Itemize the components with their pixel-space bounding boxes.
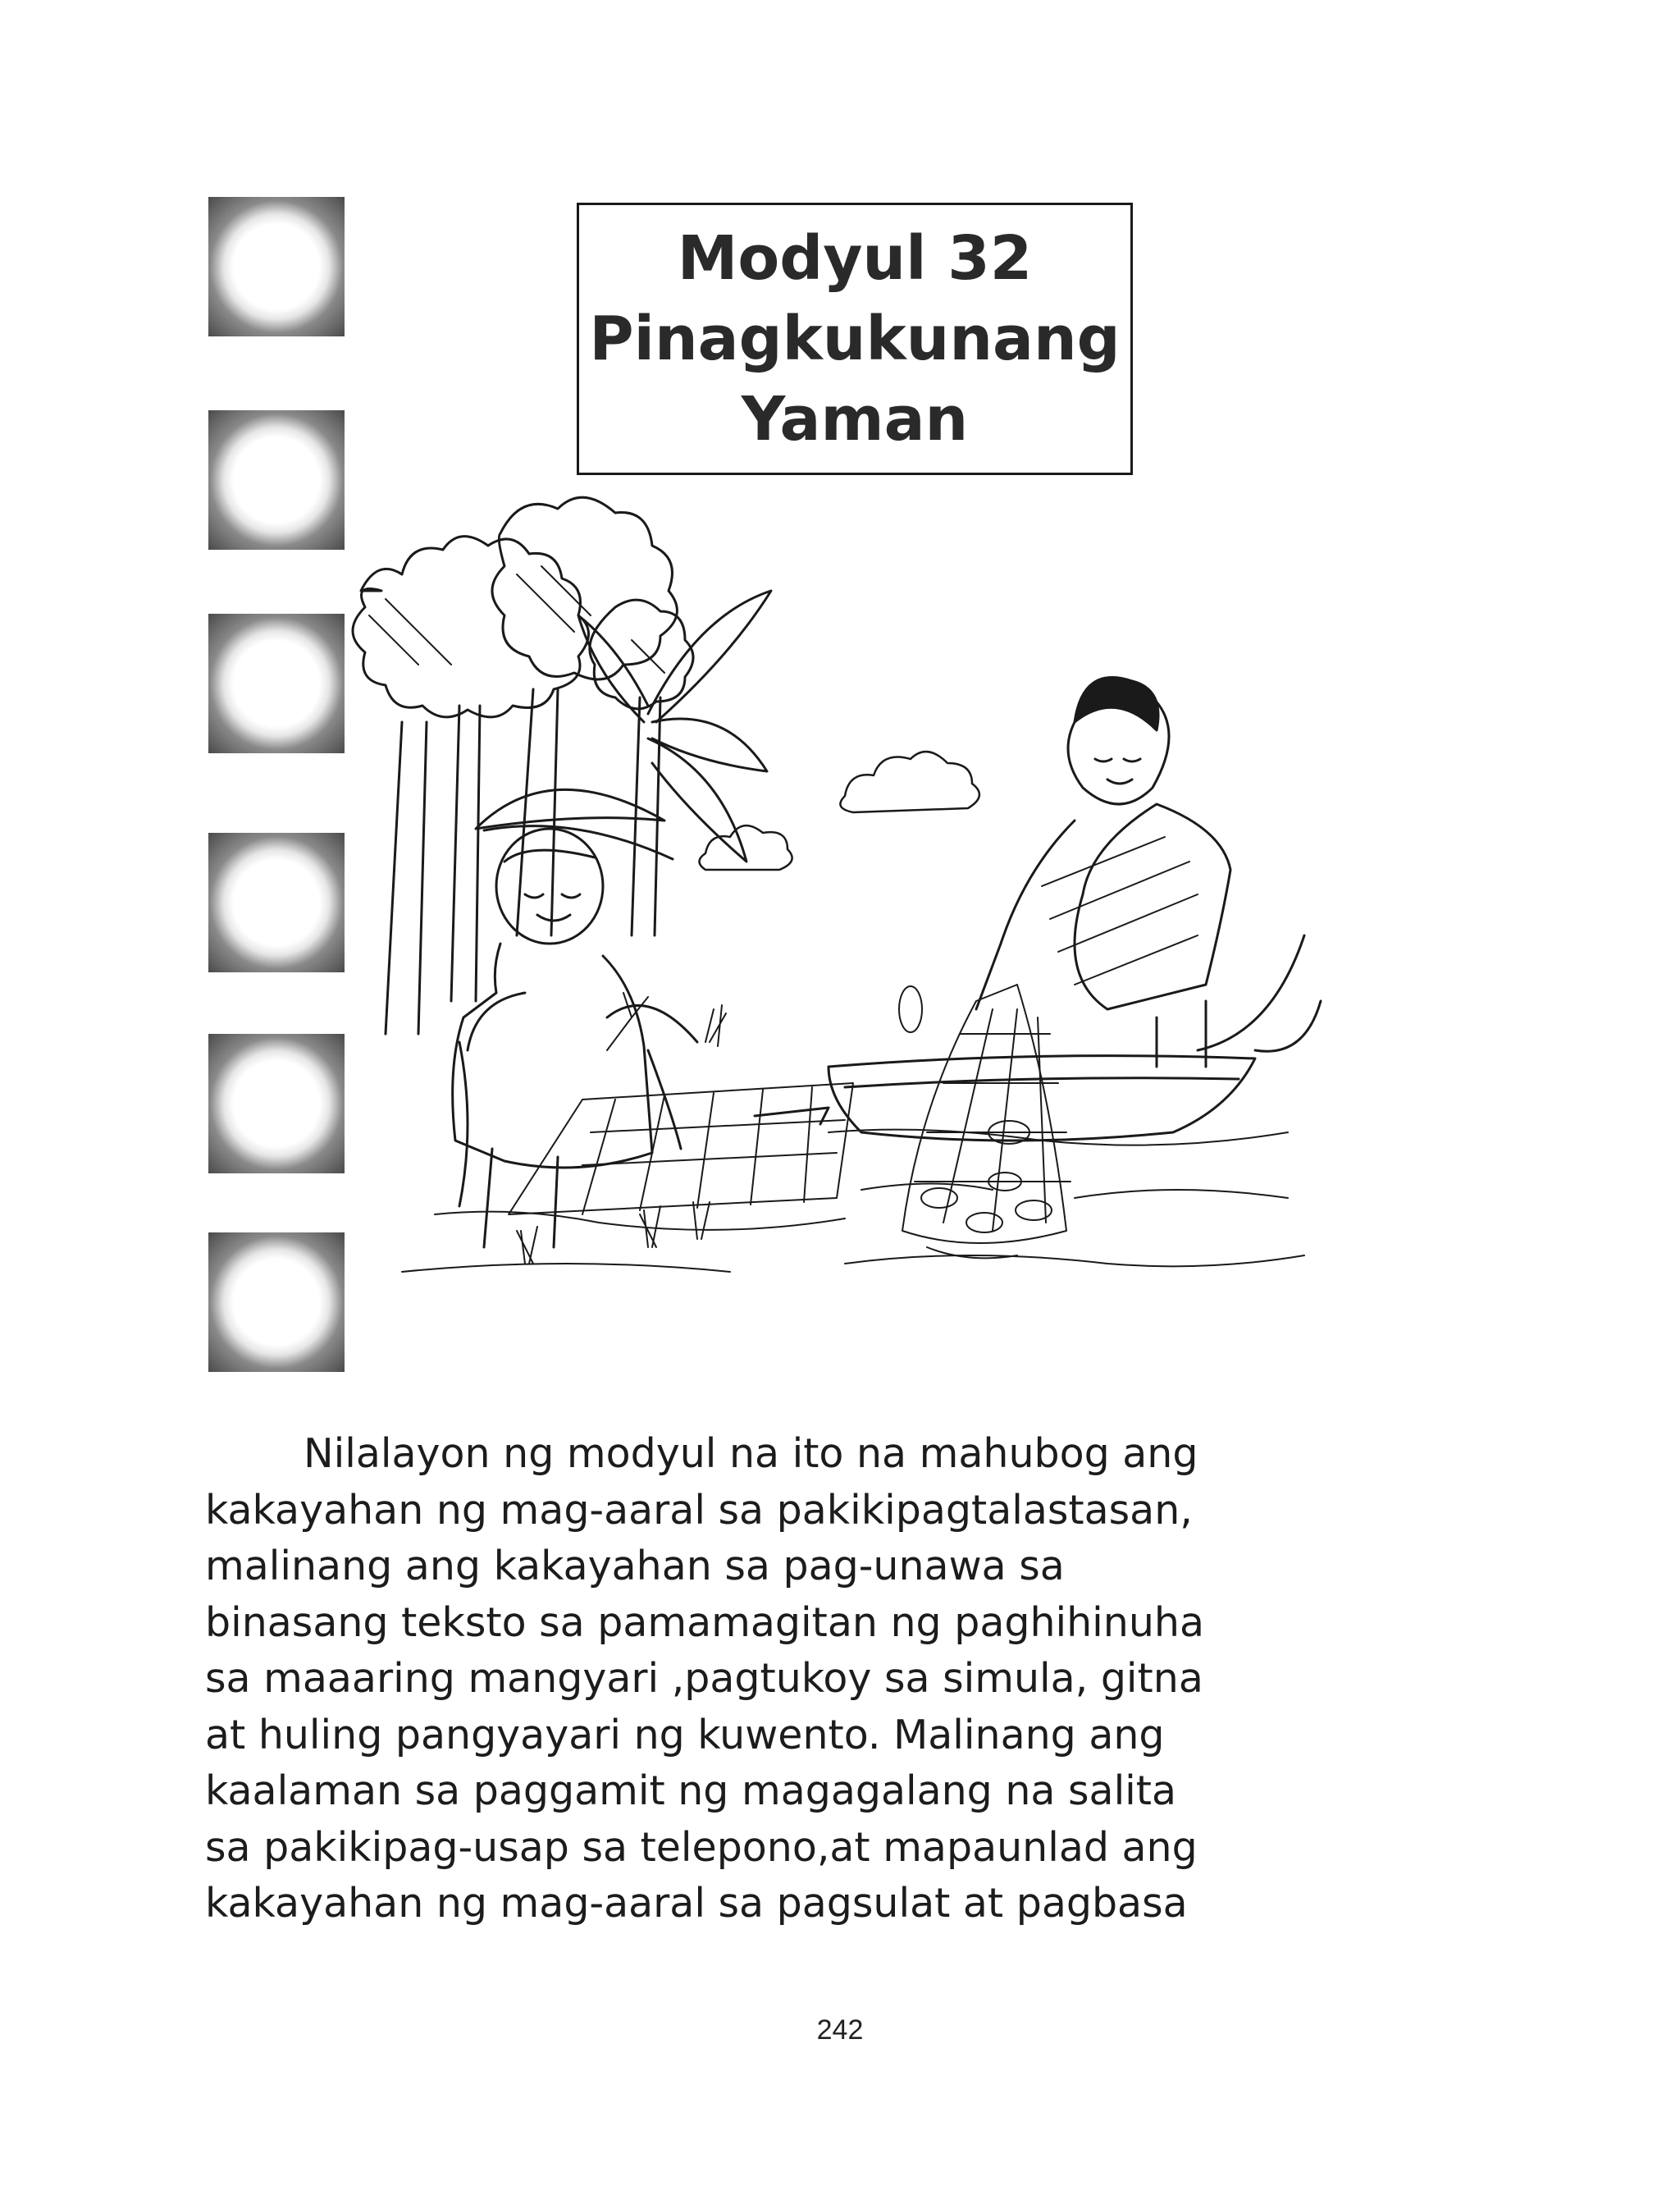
banana-tree-icon bbox=[578, 591, 771, 935]
module-description bbox=[205, 1426, 1370, 1932]
fish-net-icon bbox=[899, 985, 1071, 1243]
film-frame bbox=[208, 833, 345, 972]
water-icon bbox=[829, 1130, 1304, 1267]
body-line: malinang ang kakayahan sa pag-unawa sa bbox=[205, 1543, 1065, 1589]
film-frame bbox=[208, 197, 345, 336]
body-line: kakayahan ng mag-aaral sa pakikipagtalastasan, bbox=[205, 1486, 1193, 1534]
film-strip-decoration bbox=[208, 197, 345, 1372]
body-line: kaalaman sa paggamit ng magagalang na salita bbox=[205, 1767, 1177, 1814]
film-frame bbox=[208, 410, 345, 550]
module-title-continued: Yaman bbox=[741, 384, 969, 455]
module-title-box bbox=[577, 203, 1133, 475]
module-number: Modyul 32 bbox=[677, 223, 1033, 294]
film-frame bbox=[208, 1034, 345, 1173]
film-frame bbox=[208, 614, 345, 753]
module-illustration bbox=[336, 476, 1370, 1321]
fishing-boy-icon bbox=[976, 678, 1230, 1067]
body-line: binasang teksto sa pamamagitan ng paghihinuha bbox=[205, 1598, 1204, 1646]
body-line: sa pakikipag-usap sa telepono,at mapaunlad ang bbox=[205, 1823, 1198, 1871]
body-line: kakayahan ng mag-aaral sa pagsulat at pagbasa bbox=[205, 1880, 1188, 1927]
rice-planting-girl-icon bbox=[453, 789, 726, 1247]
body-line: at huling pangyayari ng kuwento. Malinang ang bbox=[205, 1711, 1165, 1758]
body-line: Nilalayon ng modyul na ito na mahubog ang bbox=[304, 1430, 1198, 1477]
module-title: Pinagkukunang bbox=[589, 304, 1121, 374]
cloud-icon bbox=[700, 752, 979, 870]
forest-icon bbox=[353, 497, 693, 1034]
film-frame bbox=[208, 1232, 345, 1372]
page-number: 242 bbox=[816, 2014, 864, 2046]
body-line: sa maaaring mangyari ,pagtukoy sa simula, gitna bbox=[205, 1655, 1203, 1702]
